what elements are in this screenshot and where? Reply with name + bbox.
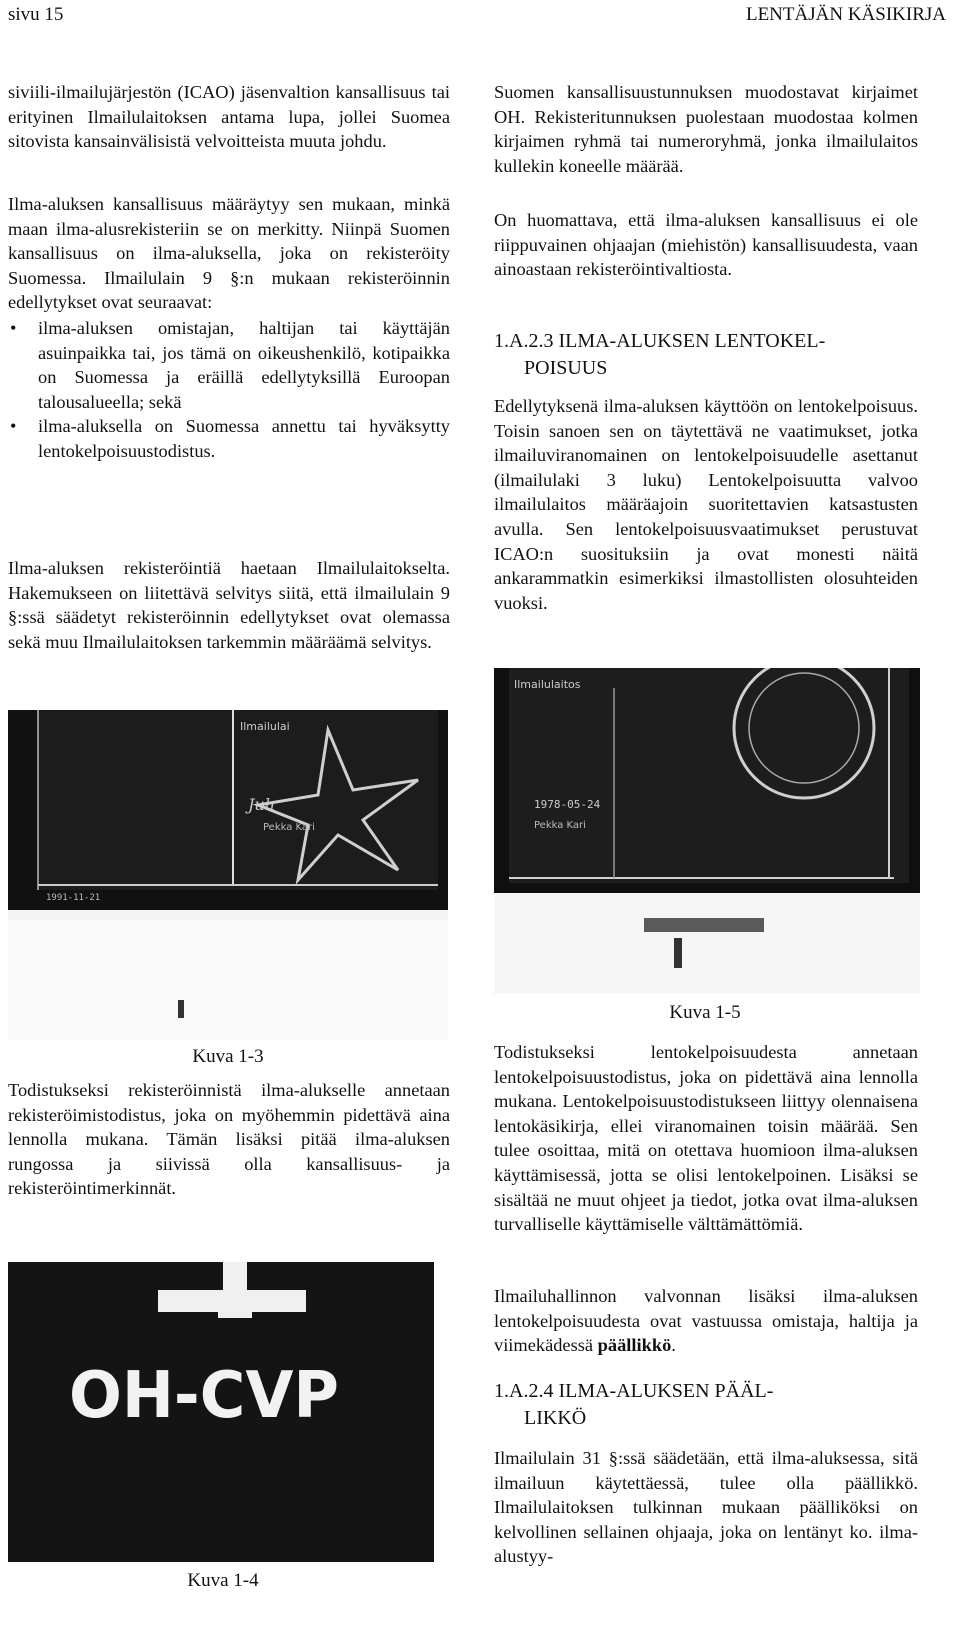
page-number: sivu 15 (8, 4, 64, 25)
registration-mark: OH-CVP (69, 1359, 339, 1433)
section-heading (494, 1378, 924, 1432)
figure-caption: Kuva 1-5 (669, 1002, 741, 1023)
aircraft-marking-image (8, 1262, 434, 1562)
svg-text:Pekka Kari: Pekka Kari (534, 820, 586, 831)
figure-caption: Kuva 1-3 (192, 1046, 264, 1067)
emphasis: päällikkö (597, 1335, 672, 1356)
paragraph: Ilma-aluksen rekisteröintiä haetaan Ilmailulaitokselta. Hakemukseen on liitettävä selvitys siitä, että ilmailulain 9 §:ssä säädetyt rekisteröinnin edellytykset ovat olemassa sekä muu Ilmailulaitoksen tarkemmin määräämä selvitys. (8, 558, 450, 652)
list-item: • ilma-aluksen omistajan, haltijan tai käyttäjän asuinpaikka tai, jos tämä on oikeushenkilö, kotipaikka on Suomessa ja eräillä edellytyksillä Euroopan talousalueella; sekä (8, 316, 450, 414)
paragraph: On huomattava, että ilma-aluksen kansallisuus ei ole riippuvainen ohjaajan (miehistön) kansallisuudesta, vaan ainoastaan rekisteröintivaltiosta. (494, 210, 918, 280)
paragraph: Suomen kansallisuustunnuksen muodostavat kirjaimet OH. Rekisteritunnuksen puolestaan muodostaa kolmen kirjaimen ryhmä tai numeroryhmä, jonka ilmailulaitos kullekin koneelle määrää. (494, 82, 918, 176)
registration-certificate-photo (8, 710, 448, 1040)
heading-line: 1.A.2.3 ILMA-ALUKSEN LENTOKEL- (494, 330, 826, 352)
paragraph: Ilma-aluksen kansallisuus määräytyy sen mukaan, minkä maan ilma-alusrekisteriin se on merkitty. Niinpä Suomen kansallisuus on ilma-aluksella, joka on rekisteröity Suomessa. Ilmailulain 9 §:n mukaan rekisteröinnin edellytykset ovat seuraavat: (8, 194, 450, 313)
svg-text:1991-11-21: 1991-11-21 (46, 893, 101, 903)
airworthiness-image (494, 668, 920, 994)
paragraph: Edellytyksenä ilma-aluksen käyttöön on lentokelpoisuus. Toisin sanoen sen on täytettävä ne vaatimukset, jotka ilmailuviranomainen on lentokelpoisuudelle asettanut (ilmailulaki 3 luku) Lentokelpoisuutta valvoo ilmailulaitos määräajoin suoritettavien katsastusten avulla. Sen lentokelpoisuusvaatimukset perustuvat ICAO:n suosituksiin ja ovat monesti näitä ankarammatkin esimerkiksi ilmastollisten olosuhteiden vuoksi. (494, 396, 918, 613)
paragraph: Ilmailulain 31 §:ssä säädetään, että ilma-aluksessa, sitä ilmailuun käytettäessä, tulee olla päällikkö. Ilmailulaitoksen tulkinnan mukaan päälliköksi on kelvollinen sellainen ohjaaja, joka on lentänyt ko. ilma-alustyy- (494, 1448, 918, 1567)
svg-text:Ilmailulaitos: Ilmailulaitos (514, 678, 581, 691)
airworthiness-certificate-photo (494, 668, 920, 994)
paragraph: Todistukseksi lentokelpoisuudesta annetaan lentokelpoisuustodistus, joka on pidettävä aina lennolla mukana. Lentokelpoisuustodistukseen liittyy olennaisena lentokäsikirja, ellei viranomainen toisin määrää. Sen tulee osoittaa, mitä on otettava huomioon ilma-aluksen käyttämisessä, jotta se olisi lentokelpoinen. Lisäksi se sisältää ne muut ohjeet ja tiedot, jotka ovat ilma-aluksen turvalliselle käyttämiselle välttämättömiä. (494, 1042, 918, 1235)
book-title: LENTÄJÄN KÄSIKIRJA (745, 4, 946, 25)
figure-caption: Kuva 1-4 (187, 1570, 259, 1591)
paragraph: Todistukseksi rekisteröinnistä ilma-alukselle annetaan rekisteröimistodistus, joka on myöhemmin pidettävä aina lennolla mukana. Tämän lisäksi pitää ilma-aluksen rungossa ja siivissä olla kansallisuus- ja rekisteröintimerkinnät. (8, 1080, 450, 1199)
paragraph-text: Ilmailuhallinnon valvonnan lisäksi ilma-aluksen lentokelpoisuudesta ovat vastuussa omistaja, haltija ja viimekädessä (494, 1286, 918, 1356)
paragraph: siviili-ilmailujärjestön (ICAO) jäsenvaltion kansallisuus tai erityinen Ilmailulaitoksen antama lupa, jollei Suomea sitovista kansainvälisistä velvoitteista muuta johdu. (8, 82, 450, 152)
paragraph-text: . (671, 1335, 676, 1356)
svg-text:1978-05-24: 1978-05-24 (534, 798, 601, 811)
heading-line: POISUUS (524, 357, 608, 379)
svg-text:Pekka Kari: Pekka Kari (263, 822, 315, 833)
section-heading (494, 328, 924, 382)
paragraph (494, 1284, 918, 1358)
heading-line: LIKKÖ (524, 1407, 587, 1429)
registration-marking-photo (8, 1262, 434, 1562)
heading-line: 1.A.2.4 ILMA-ALUKSEN PÄÄL- (494, 1380, 774, 1402)
svg-text:Ilmailulai: Ilmailulai (240, 720, 290, 733)
bullet-list (8, 316, 450, 464)
list-item: • ilma-aluksella on Suomessa annettu tai hyväksytty lentokelpoisuustodistus. (8, 414, 450, 463)
certificate-image (8, 710, 448, 1040)
svg-text:Juh: Juh (248, 795, 276, 814)
